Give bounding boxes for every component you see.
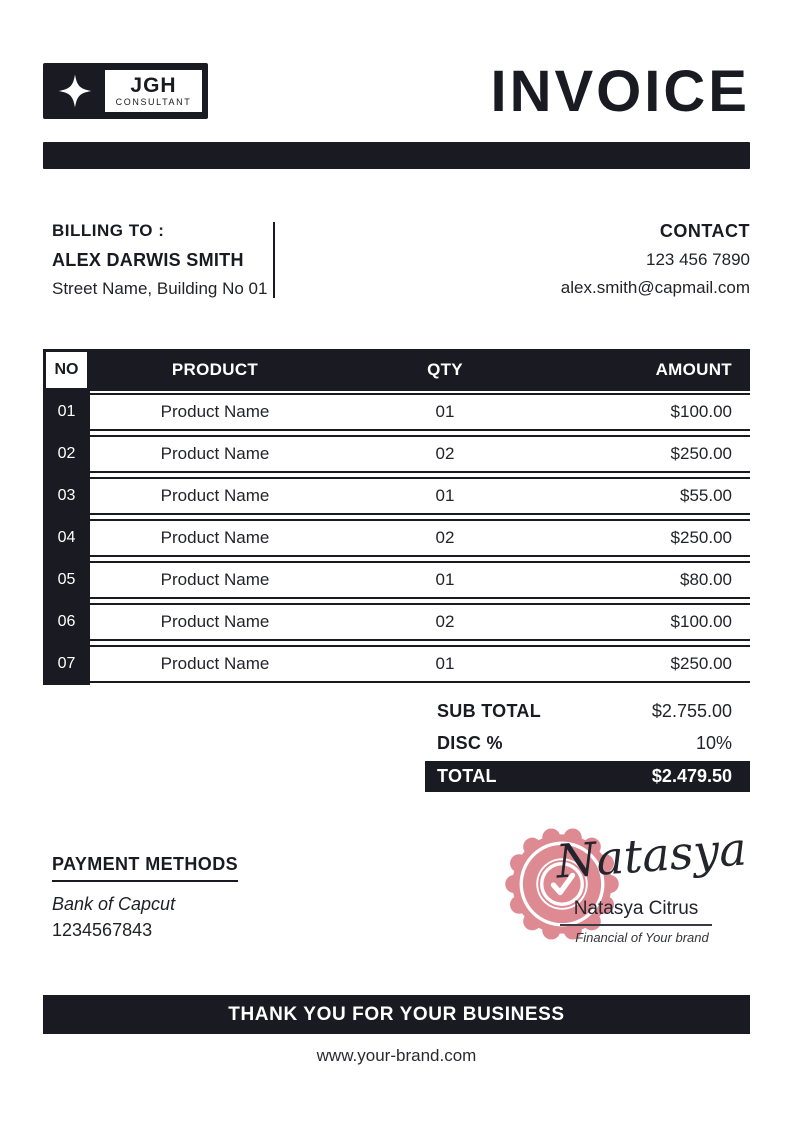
row-no: 03 (43, 475, 90, 517)
total-value: $2.479.50 (651, 766, 732, 786)
signature-block (438, 822, 750, 957)
row-product: Product Name (160, 444, 270, 463)
table-row (43, 475, 750, 517)
row-no: 01 (43, 391, 90, 433)
payment-bank: Bank of Capcut (52, 894, 176, 914)
row-amount: $250.00 (670, 444, 732, 463)
row-product: Product Name (160, 570, 270, 589)
subtotal-row (425, 695, 750, 727)
signature-tagline: Financial of Your brand (575, 930, 709, 945)
row-amount: $250.00 (670, 528, 732, 547)
logo-brand: JGH (130, 74, 177, 97)
row-amount: $100.00 (670, 402, 732, 421)
row-qty: 01 (435, 402, 455, 421)
row-qty: 01 (435, 654, 455, 673)
table-row (43, 601, 750, 643)
row-no: 06 (43, 601, 90, 643)
row-amount: $80.00 (680, 570, 732, 589)
payment-heading: PAYMENT METHODS (52, 854, 238, 882)
billing-heading: BILLING TO : (52, 221, 165, 240)
payment-methods-block (43, 822, 238, 941)
table-row (43, 433, 750, 475)
header-no: NO (43, 349, 90, 391)
row-qty: 02 (435, 612, 455, 631)
discount-value: 10% (695, 732, 732, 753)
billing-name: ALEX DARWIS SMITH (52, 250, 244, 270)
subtotal-value: $2.755.00 (651, 700, 732, 721)
row-amount: $100.00 (670, 612, 732, 631)
payment-signature-section (43, 822, 750, 957)
parties-section (43, 221, 750, 299)
billing-address: Street Name, Building No 01 (52, 279, 268, 298)
row-no: 05 (43, 559, 90, 601)
row-no: 07 (43, 643, 90, 685)
header-divider-bar (43, 142, 750, 169)
row-qty: 01 (435, 486, 455, 505)
payment-account: 1234567843 (52, 920, 153, 940)
footer-website: www.your-brand.com (316, 1046, 477, 1065)
contact-block (561, 221, 750, 299)
footer-bar (43, 995, 750, 1034)
table-header-row (43, 349, 750, 391)
contact-phone: 123 456 7890 (646, 250, 750, 269)
total-row (425, 761, 750, 792)
row-product: Product Name (160, 486, 270, 505)
logo-text-box (103, 68, 204, 114)
header (43, 0, 750, 124)
table-row (43, 391, 750, 433)
subtotal-label: SUB TOTAL (437, 700, 542, 721)
row-product: Product Name (160, 528, 270, 547)
sparkle-icon (57, 73, 93, 109)
row-amount: $250.00 (670, 654, 732, 673)
table-row (43, 559, 750, 601)
contact-email: alex.smith@capmail.com (560, 278, 750, 297)
contact-heading: CONTACT (659, 221, 750, 241)
row-no: 02 (43, 433, 90, 475)
row-product: Product Name (160, 402, 270, 421)
row-no: 04 (43, 517, 90, 559)
company-logo (43, 63, 208, 119)
items-table (43, 349, 750, 685)
signature-script: Natasya (554, 821, 749, 889)
header-product: PRODUCT (171, 360, 259, 379)
row-qty: 02 (435, 528, 455, 547)
billing-block (43, 221, 267, 299)
row-qty: 02 (435, 444, 455, 463)
logo-subtitle: CONSULTANT (115, 97, 192, 107)
row-product: Product Name (160, 654, 270, 673)
total-label: TOTAL (437, 766, 497, 786)
totals-section (425, 695, 750, 792)
row-amount: $55.00 (680, 486, 732, 505)
table-header-bar (90, 349, 750, 391)
row-product: Product Name (160, 612, 270, 631)
table-row (43, 643, 750, 685)
header-amount: AMOUNT (655, 360, 732, 379)
vertical-divider (273, 222, 275, 298)
page-title: INVOICE (490, 58, 750, 124)
signature-name: Natasya Citrus (560, 898, 712, 926)
row-qty: 01 (435, 570, 455, 589)
table-row (43, 517, 750, 559)
footer-message: THANK YOU FOR YOUR BUSINESS (228, 1003, 565, 1025)
discount-row (425, 727, 750, 759)
header-qty: QTY (427, 360, 463, 379)
discount-label: DISC % (437, 732, 503, 753)
